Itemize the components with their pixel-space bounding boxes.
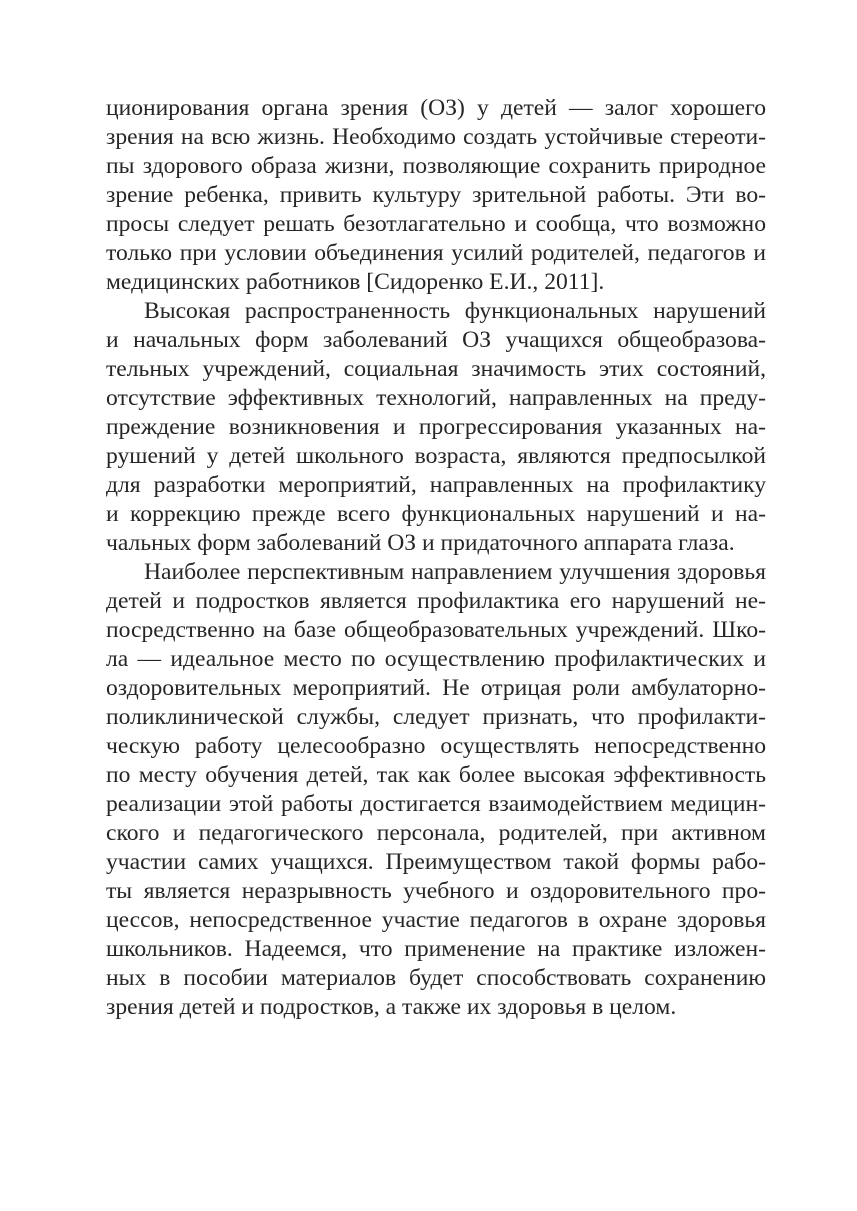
text-line: участии самих учащихся. Преимуществом такой формы рабо- — [106, 849, 766, 875]
text-line: Высокая распространенность функциональных нарушений — [144, 298, 766, 324]
body-text — [106, 94, 766, 1022]
text-line: для разработки мероприятий, направленных на профилактику — [106, 472, 766, 498]
text-line: Наиболее перспективным направлением улучшения здоровья — [144, 559, 766, 585]
text-line: поликлинической службы, следует признать, что профилакти- — [106, 704, 766, 730]
text-line: школьников. Надеемся, что применение на практике изложен- — [106, 936, 766, 962]
text-line: оздоровительных мероприятий. Не отрицая роли амбулаторно- — [106, 675, 766, 701]
text-line: ты является неразрывность учебного и оздоровительного про- — [106, 878, 766, 904]
paragraph — [106, 558, 766, 1022]
text-line: детей и подростков является профилактика его нарушений не- — [106, 588, 766, 614]
text-line: и коррекцию прежде всего функциональных нарушений и на- — [106, 501, 766, 527]
text-line: только при условии объединения усилий родителей, педагогов и — [106, 240, 766, 266]
text-line: просы следует решать безотлагательно и сообща, что возможно — [106, 211, 766, 237]
text-line: и начальных форм заболеваний ОЗ учащихся общеобразова- — [106, 327, 766, 353]
text-line: преждение возникновения и прогрессирования указанных на- — [106, 414, 766, 440]
text-line: цессов, непосредственное участие педагогов в охране здоровья — [106, 907, 766, 933]
text-line: ла — идеальное место по осуществлению профилактических и — [106, 646, 766, 672]
text-line: чальных форм заболеваний ОЗ и придаточного аппарата глаза. — [106, 530, 735, 556]
paragraph — [106, 94, 766, 297]
text-line: посредственно на базе общеобразовательных учреждений. Шко- — [106, 617, 766, 643]
text-line: зрение ребенка, привить культуру зрительной работы. Эти во- — [106, 182, 766, 208]
text-line: ционирования органа зрения (ОЗ) у детей — залог хорошего — [106, 95, 766, 121]
text-line: ского и педагогического персонала, родителей, при активном — [106, 820, 766, 846]
text-line: зрения детей и подростков, а также их здоровья в целом. — [106, 994, 677, 1020]
text-line: рушений у детей школьного возраста, являются предпосылкой — [106, 443, 766, 469]
text-line: зрения на всю жизнь. Необходимо создать устойчивые стереоти- — [106, 124, 766, 150]
text-line: по месту обучения детей, так как более высокая эффективность — [106, 762, 766, 788]
paragraph — [106, 297, 766, 558]
text-line: ческую работу целесообразно осуществлять непосредственно — [106, 733, 766, 759]
text-line: тельных учреждений, социальная значимость этих состояний, — [106, 356, 766, 382]
text-line: медицинских работников [Сидоренко Е.И., 2011]. — [106, 269, 605, 295]
text-line: пы здорового образа жизни, позволяющие сохранить природное — [106, 153, 766, 179]
text-line: отсутствие эффективных технологий, направленных на преду- — [106, 385, 766, 411]
text-line: реализации этой работы достигается взаимодействием медицин- — [106, 791, 766, 817]
text-line: ных в пособии материалов будет способствовать сохранению — [106, 965, 766, 991]
